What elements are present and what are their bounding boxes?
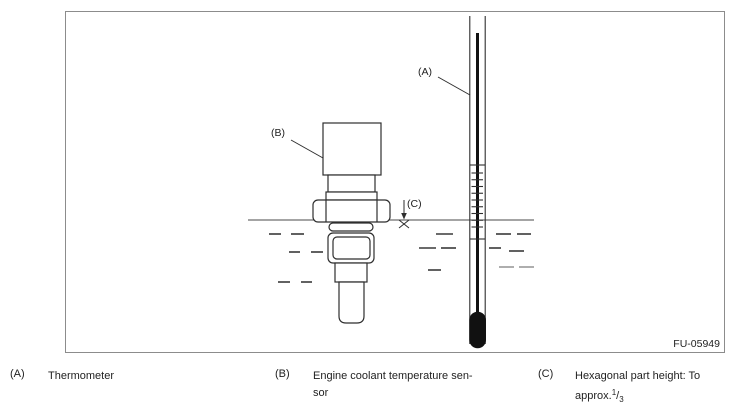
coolant-sensor	[313, 123, 390, 323]
caption-c-line1: Hexagonal part height: To	[575, 370, 701, 382]
caption-key-a: (A)	[10, 368, 25, 380]
fraction-slash: /	[616, 389, 620, 402]
label-a: (A)	[418, 66, 432, 78]
leader-line-a	[438, 77, 470, 95]
caption-b-line2: sor	[313, 386, 329, 399]
sensor-body-inner	[333, 237, 370, 259]
thermometer-mercury	[476, 33, 479, 315]
caption-c-line2	[575, 385, 700, 409]
sensor-thread-relief	[329, 223, 373, 231]
line-art	[248, 16, 534, 348]
caption-key-b: (B)	[275, 368, 290, 380]
water-dashes	[269, 234, 531, 282]
sensor-shank	[335, 263, 367, 282]
caption-text-c	[575, 368, 700, 408]
caption-text-b	[313, 368, 473, 401]
fraction-numerator: 1	[611, 387, 617, 397]
caption-c-approx: approx.	[575, 389, 612, 402]
caption-key-c: (C)	[538, 368, 554, 380]
thermometer	[469, 16, 486, 348]
thermometer-bulb	[469, 312, 486, 349]
fraction-denominator: 3	[619, 394, 624, 404]
label-b: (B)	[271, 127, 285, 139]
leader-line-b	[291, 140, 323, 158]
caption-b-line1: Engine coolant temperature sen-	[313, 370, 473, 382]
label-c: (C)	[407, 198, 422, 210]
sensor-tip	[339, 282, 364, 323]
sensor-collar	[326, 192, 377, 200]
sensor-connector	[323, 123, 381, 175]
dimension-arrowhead	[401, 213, 407, 220]
diagram-frame	[65, 11, 725, 353]
sensor-neck	[328, 175, 375, 192]
figure-code: FU-05949	[673, 338, 720, 350]
diagram-canvas	[66, 12, 724, 352]
sensor-hex-flange	[313, 200, 390, 222]
caption-text-a: Thermometer	[48, 370, 115, 382]
